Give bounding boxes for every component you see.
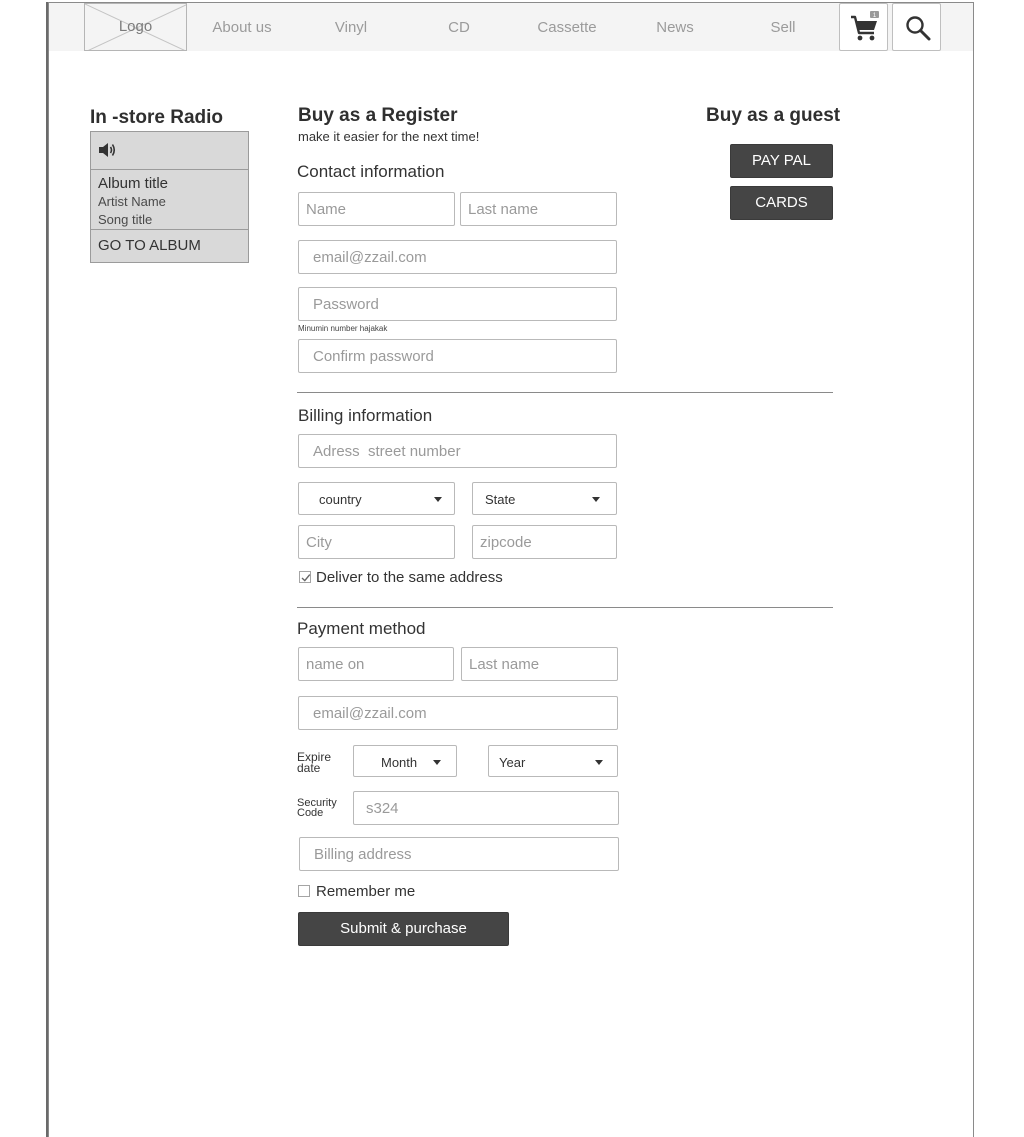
security-label-line1: Security [297,797,337,809]
cart-button[interactable] [839,3,888,51]
chevron-down-icon [595,760,603,765]
same-address-label: Deliver to the same address [316,569,503,586]
search-icon [893,4,942,52]
billing-address-payment-input[interactable] [299,837,619,871]
nav-news[interactable]: News [656,19,694,36]
logo-label: Logo [118,18,153,35]
radio-player [90,131,249,263]
register-title: Buy as a Register [298,105,458,126]
country-select[interactable] [298,482,455,515]
nav-cd[interactable]: CD [448,19,470,36]
payment-heading: Payment method [297,619,426,638]
nav-about-us[interactable]: About us [212,19,272,36]
contact-email-input[interactable] [298,240,617,274]
speaker-icon[interactable] [97,140,117,160]
contact-name-input[interactable] [298,192,455,226]
submit-purchase-button[interactable]: Submit & purchase [298,912,509,946]
card-name-input[interactable] [298,647,454,681]
chevron-down-icon [433,760,441,765]
billing-address-input[interactable] [298,434,617,468]
remember-me-checkbox[interactable] [298,885,310,897]
year-select-value: Year [499,755,526,770]
same-address-checkbox[interactable] [299,571,311,583]
state-select-value: State [485,492,516,507]
top-nav-bar [49,3,973,51]
city-input[interactable] [298,525,455,559]
nav-cassette[interactable]: Cassette [537,19,597,36]
search-button[interactable] [892,3,941,51]
security-code-input[interactable] [353,791,619,825]
expire-month-select[interactable] [353,745,457,777]
nav-vinyl[interactable]: Vinyl [334,19,368,36]
radio-title: In -store Radio [90,107,224,128]
cards-button[interactable]: CARDS [730,186,833,220]
guest-title: Buy as a guest [706,105,841,126]
artist-name: Artist Name [98,194,166,209]
contact-heading: Contact information [297,162,445,181]
zipcode-input[interactable] [472,525,617,559]
expire-label-line2: date [297,761,321,775]
logo[interactable] [84,3,187,51]
expire-year-select[interactable] [488,745,618,777]
state-select[interactable] [472,482,617,515]
card-last-name-input[interactable] [461,647,618,681]
album-title: Album title [98,175,169,192]
password-hint: Minumin number hajakak [298,324,388,333]
song-title: Song title [98,212,153,227]
chevron-down-icon [434,497,442,502]
contact-last-name-input[interactable] [460,192,617,226]
divider [297,607,833,608]
confirm-password-input[interactable] [298,339,617,373]
radio-controls-row [91,132,248,170]
cart-badge: 1 [872,13,877,19]
chevron-down-icon [592,497,600,502]
divider [297,392,833,393]
month-select-value: Month [381,755,418,770]
nav-sell[interactable]: Sell [770,19,796,36]
payment-email-input[interactable] [298,696,618,730]
register-subtitle: make it easier for the next time! [298,129,480,144]
paypal-button[interactable]: PAY PAL [730,144,833,178]
expire-label-line1: Expire [297,750,332,764]
checkmark-icon [300,572,312,584]
billing-heading: Billing information [298,406,433,425]
password-input[interactable] [298,287,617,321]
country-select-value: country [319,492,362,507]
cart-icon [840,4,889,52]
remember-me-label: Remember me [316,883,416,900]
go-to-album-link[interactable]: GO TO ALBUM [98,237,201,254]
security-label-line2: Code [297,807,324,819]
